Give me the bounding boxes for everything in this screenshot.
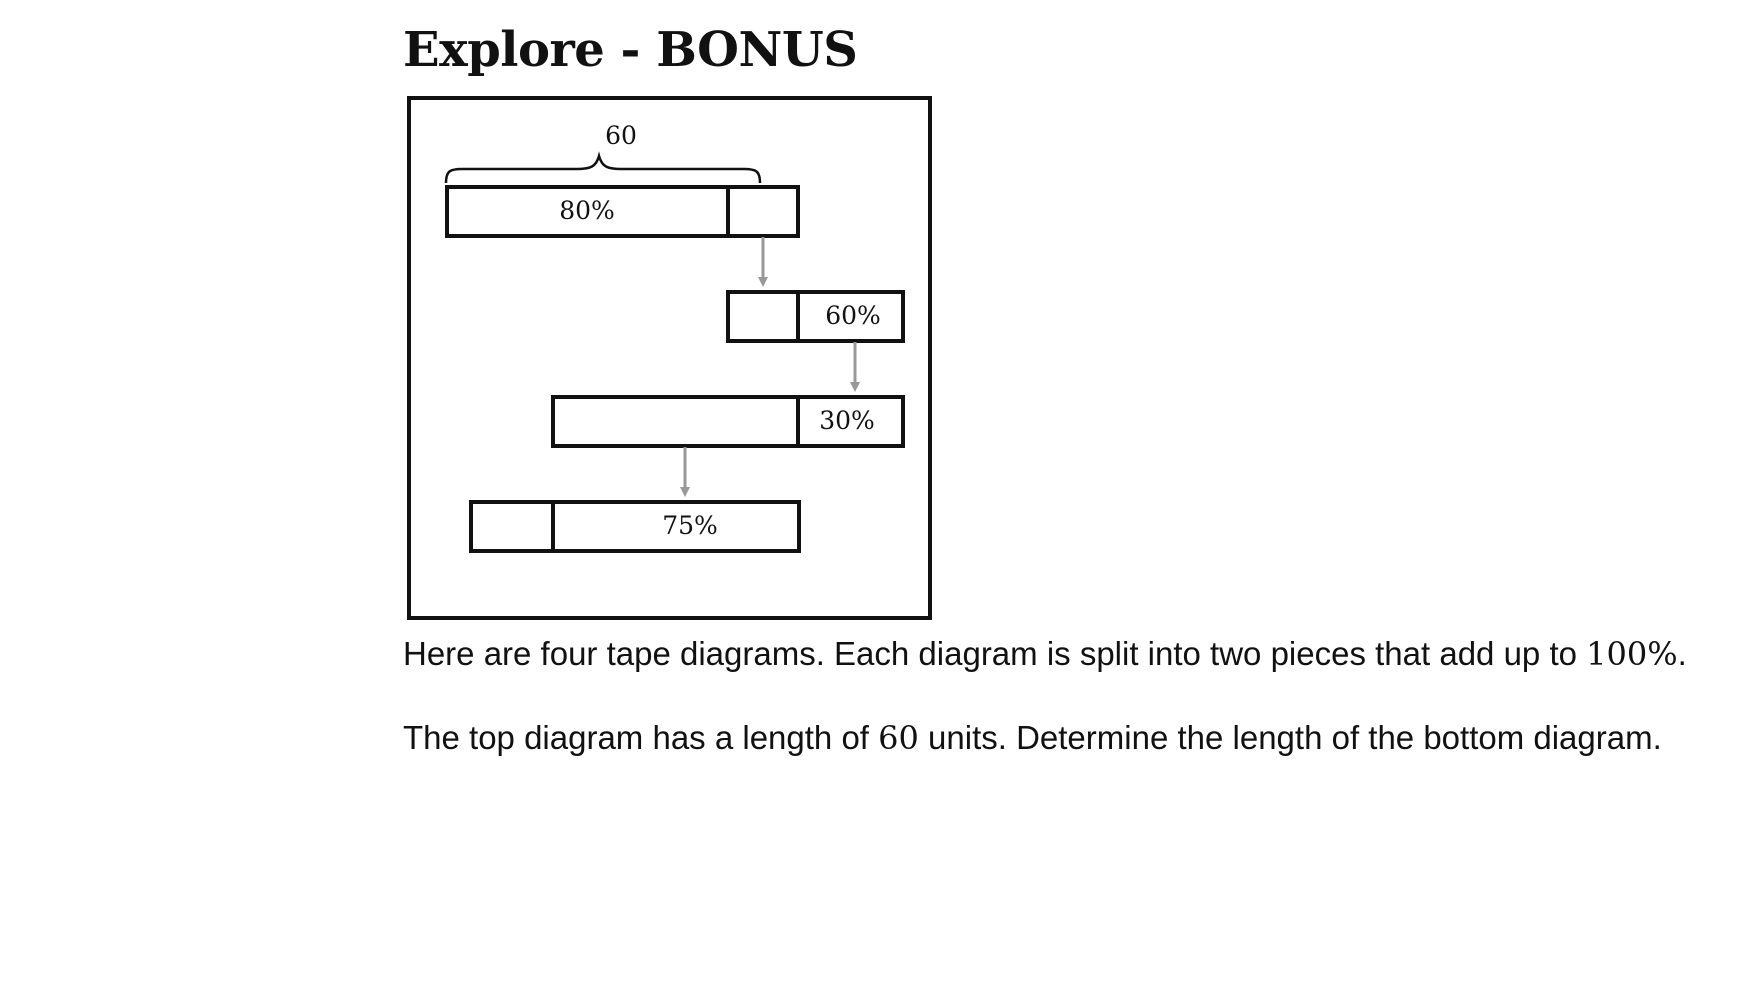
tape-diagram-svg <box>407 96 933 624</box>
problem-text <box>403 627 1703 795</box>
brace <box>446 156 760 183</box>
tape-4-label: 75% <box>662 511 718 540</box>
tape-diagram-figure <box>407 96 933 624</box>
paragraph-intro-end: . <box>1677 635 1687 672</box>
tape-1-label: 80% <box>559 196 615 225</box>
math-number: 100% <box>1586 635 1678 673</box>
paragraph-question-text: The top diagram has a length of <box>403 719 879 756</box>
paragraph-question <box>403 711 1703 765</box>
brace-label: 60 <box>605 121 637 150</box>
math-number: 60 <box>878 719 919 757</box>
page-title: Explore - BONUS <box>403 22 858 78</box>
paragraph-intro <box>403 627 1703 681</box>
tape-4-outline <box>471 502 799 551</box>
tape-1-outline <box>447 187 798 236</box>
tape-1 <box>447 187 798 236</box>
tape-2-label: 60% <box>825 301 881 330</box>
tape-3-label: 30% <box>819 406 875 435</box>
paragraph-question-end: units. Determine the length of the bottom diagram. <box>918 719 1662 756</box>
paragraph-intro-text: Here are four tape diagrams. Each diagram is split into two pieces that add up to <box>403 635 1587 672</box>
tape-4 <box>471 502 799 551</box>
tape-2 <box>728 292 903 341</box>
tape-3 <box>553 397 903 446</box>
